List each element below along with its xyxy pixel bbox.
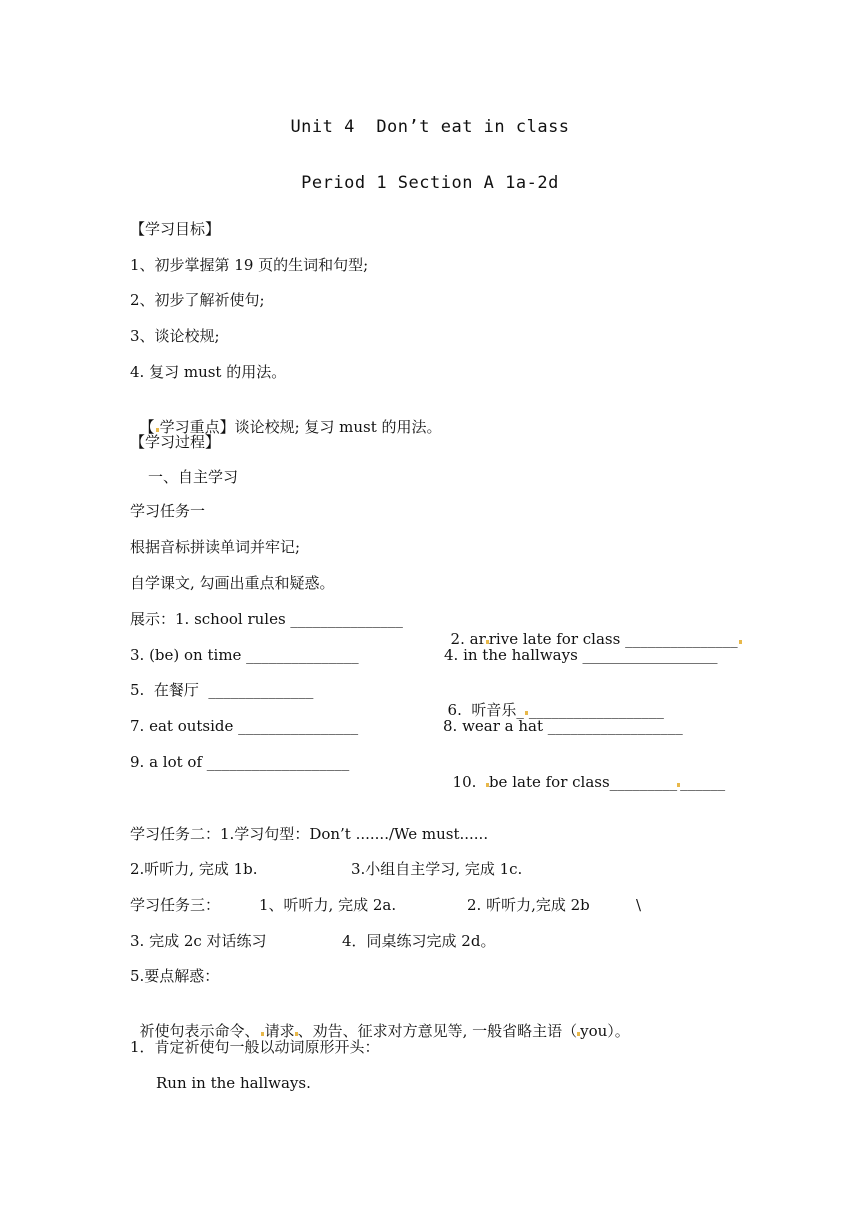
phrase-2-part-b: rive late for class _______________ (488, 630, 738, 648)
phrase-1: 展示：1. school rules _______________ (130, 610, 403, 628)
task3-backslash: \ (636, 896, 642, 914)
phrase-10-part-c: ______ (680, 773, 726, 791)
phrase-3: 3. (be) on time _______________ (130, 646, 359, 664)
rule-1: 1．肯定祈使句一般以动词原形开头： (130, 1038, 380, 1056)
phrase-2 (441, 609, 743, 649)
task3-title: 学习任务三： (130, 896, 221, 914)
example-1: Run in the hallways. (156, 1074, 311, 1092)
goal-item-2: 2、初步了解祈使句; (130, 291, 265, 309)
task3-item-2: 2. 听听力,完成 2b (467, 896, 590, 914)
imperative-part-d: you）。 (580, 1022, 630, 1040)
phrase-10 (443, 752, 725, 792)
task2-line-2a: 2.听听力, 完成 1b. (130, 860, 258, 878)
focus-line (130, 397, 442, 437)
phrase-2-part-a: 2. ar (450, 630, 486, 648)
phrase-4: 4. in the hallways __________________ (444, 646, 718, 664)
phrase-10-number: 10. (452, 773, 486, 791)
document-title: Unit 4 Don’t eat in class (290, 117, 570, 137)
goal-item-4: 4. 复习 must 的用法。 (130, 363, 287, 381)
edit-mark-icon (261, 1032, 264, 1036)
phrase-6 (438, 680, 664, 720)
goals-heading: 【学习目标】 (130, 220, 221, 238)
phrase-6-part-a: 6. 听音乐_ (447, 701, 524, 719)
phrase-6-part-b: __________________ (528, 701, 664, 719)
goal-item-3: 3、谈论校规; (130, 327, 220, 345)
focus-text: 学习重点】谈论校规; 复习 must 的用法。 (159, 418, 442, 436)
goal-item-1: 1、初步掌握第 19 页的生词和句型; (130, 256, 369, 274)
process-heading: 【学习过程】 (130, 433, 221, 451)
phrase-9: 9. a lot of ___________________ (130, 753, 350, 771)
phrase-8: 8. wear a hat __________________ (443, 717, 683, 735)
imperative-part-c: 、劝告、征求对方意见等, 一般省略主语（ (297, 1022, 578, 1040)
task3-item-1: 1、听听力, 完成 2a. (259, 896, 397, 914)
task3-item-4: 4．同桌练习完成 2d。 (342, 932, 496, 950)
task1-instruction-2: 自学课文, 勾画出重点和疑惑。 (130, 574, 335, 592)
task1-instruction-1: 根据音标拼读单词并牢记; (130, 538, 301, 556)
key-points-heading: 5.要点解惑： (130, 967, 220, 985)
imperative-explanation (130, 1001, 630, 1041)
task2-line-2b: 3.小组自主学习, 完成 1c. (351, 860, 523, 878)
phrase-5: 5. 在餐厅 ______________ (130, 681, 314, 699)
section-self-study: 一、自主学习 (148, 468, 239, 486)
task3-item-3: 3. 完成 2c 对话练习 (130, 932, 267, 950)
imperative-part-a: 祈使句表示命令、 (139, 1022, 260, 1040)
edit-mark-icon (739, 640, 742, 644)
focus-bracket: 【 (139, 418, 155, 436)
task1-title: 学习任务一 (130, 502, 206, 520)
imperative-part-b: 请求 (264, 1022, 295, 1040)
phrase-10-part-b: be late for class_________ (488, 773, 678, 791)
document-subtitle: Period 1 Section A 1a-2d (301, 173, 559, 193)
task2-line-1: 学习任务二：1.学习句型：Don’t ......./We must...... (130, 825, 489, 843)
phrase-7: 7. eat outside ________________ (130, 717, 359, 735)
edit-mark-icon (525, 711, 528, 715)
